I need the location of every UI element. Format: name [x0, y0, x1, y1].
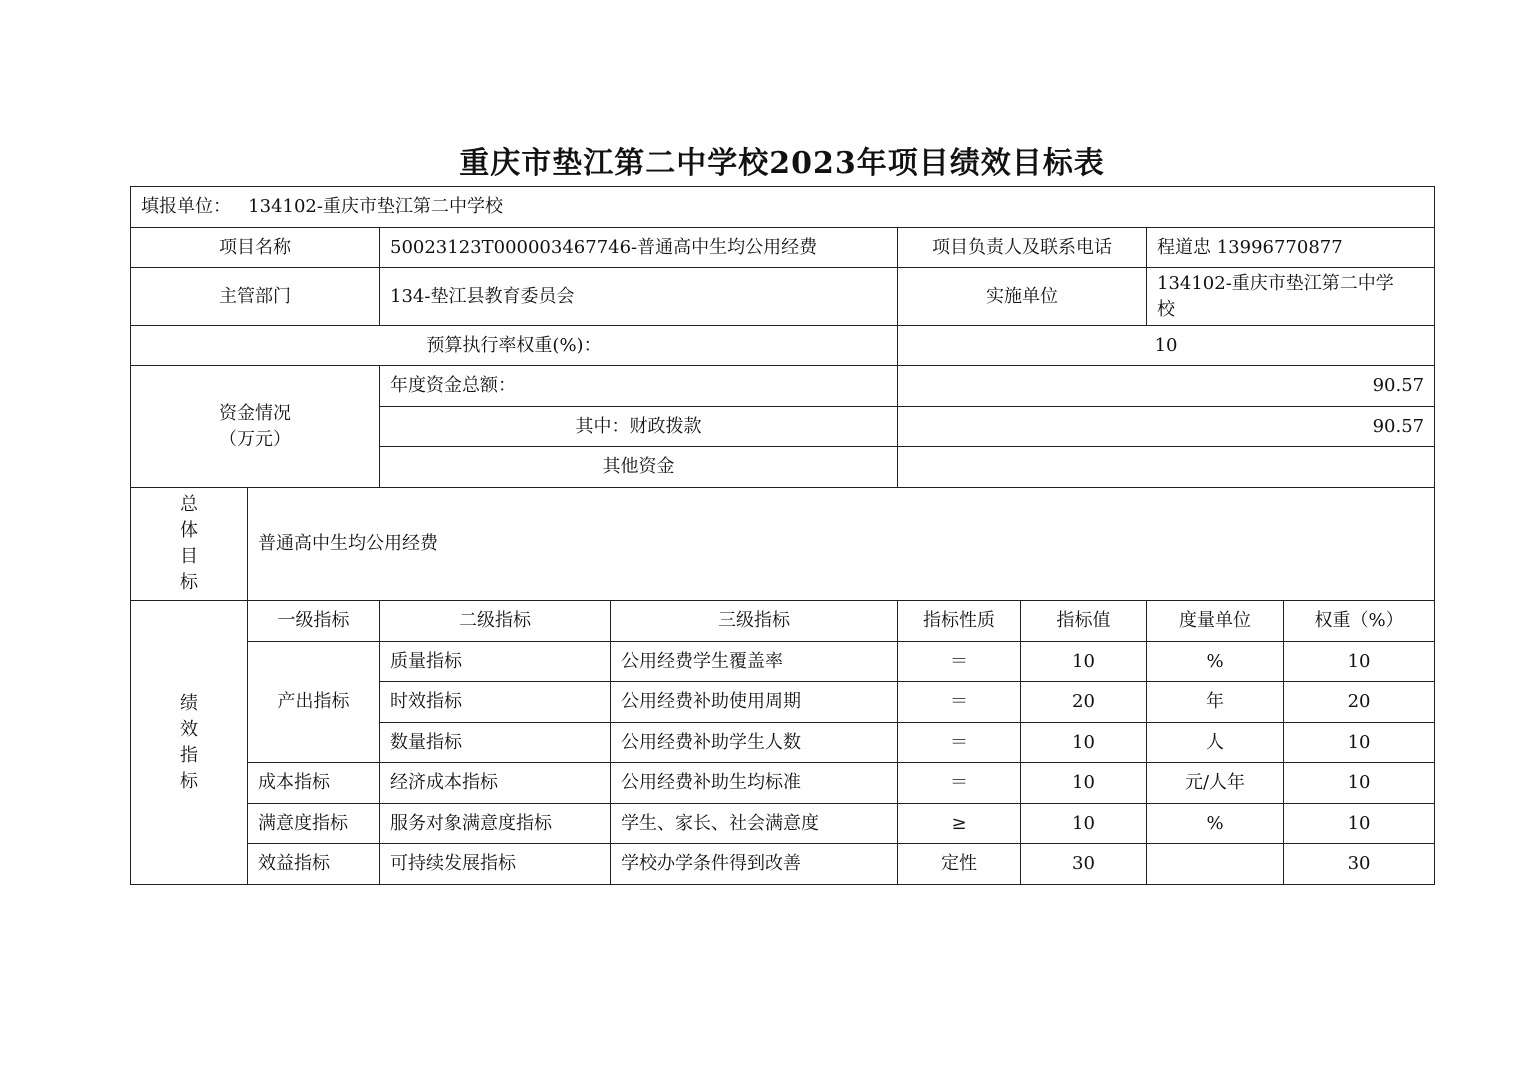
cell-nature: ＝ [898, 642, 1021, 682]
header-value: 指标值 [1021, 601, 1147, 642]
project-name-label: 项目名称 [131, 228, 380, 268]
cell-value: 10 [1021, 723, 1147, 763]
cell-level2: 经济成本指标 [380, 763, 611, 804]
cell-unit: % [1147, 642, 1284, 682]
funds-total-value: 90.57 [898, 366, 1435, 407]
cell-level1: 成本指标 [248, 763, 380, 804]
indicators-label-char: 标 [180, 770, 198, 792]
goal-label-char: 目 [180, 546, 198, 567]
cell-level3: 学生、家长、社会满意度 [611, 804, 898, 844]
indicators-label [131, 601, 248, 885]
goal-label-char: 总 [180, 494, 198, 515]
filler-row [131, 187, 1435, 228]
header-level2: 二级指标 [380, 601, 611, 642]
table-row [131, 642, 1435, 682]
cell-value: 10 [1021, 642, 1147, 682]
header-level1: 一级指标 [248, 601, 380, 642]
cell-weight: 10 [1284, 723, 1435, 763]
cell-level3: 学校办学条件得到改善 [611, 844, 898, 885]
cell-value: 30 [1021, 844, 1147, 885]
cell-value: 10 [1021, 804, 1147, 844]
goal-label-char: 体 [180, 520, 198, 541]
funds-other-label: 其他资金 [380, 447, 898, 488]
cell-level1: 效益指标 [248, 844, 380, 885]
performance-goal-table [130, 186, 1435, 885]
funds-fiscal-label: 其中：财政拨款 [380, 407, 898, 447]
filler-label: 填报单位： [141, 196, 231, 217]
project-name-value: 50023123T000003467746-普通高中生均公用经费 [380, 228, 898, 268]
indicators-label-char: 效 [180, 718, 198, 740]
impl-value-line1: 134102-重庆市垫江第二中学 [1157, 272, 1394, 294]
budget-row [131, 326, 1435, 366]
cell-level1: 满意度指标 [248, 804, 380, 844]
impl-value [1147, 268, 1435, 326]
funds-total-row [131, 366, 1435, 407]
funds-other-value [898, 447, 1435, 488]
cell-nature: ＝ [898, 682, 1021, 723]
cell-unit [1147, 844, 1284, 885]
cell-level2: 可持续发展指标 [380, 844, 611, 885]
goal-label-char: 标 [180, 572, 198, 593]
cell-level3: 公用经费学生覆盖率 [611, 642, 898, 682]
cell-level3: 公用经费补助使用周期 [611, 682, 898, 723]
filler-value: 134102-重庆市垫江第二中学校 [248, 196, 503, 217]
dept-value: 134-垫江县教育委员会 [380, 268, 898, 326]
cell-nature: ＝ [898, 763, 1021, 804]
funds-label-line1: 资金情况 [219, 402, 291, 424]
cell-level2: 服务对象满意度指标 [380, 804, 611, 844]
cell-weight: 10 [1284, 804, 1435, 844]
funds-label [131, 366, 380, 488]
filler-cell [131, 187, 1435, 228]
header-nature: 指标性质 [898, 601, 1021, 642]
cell-nature: 定性 [898, 844, 1021, 885]
table-row [131, 763, 1435, 804]
project-row [131, 228, 1435, 268]
indicator-header-row [131, 601, 1435, 642]
header-weight: 权重（%） [1284, 601, 1435, 642]
cell-unit: % [1147, 804, 1284, 844]
cell-level2: 数量指标 [380, 723, 611, 763]
cell-weight: 10 [1284, 763, 1435, 804]
budget-label: 预算执行率权重(%)： [131, 326, 898, 366]
goal-value: 普通高中生均公用经费 [248, 488, 1435, 601]
cell-weight: 10 [1284, 642, 1435, 682]
table-row [131, 804, 1435, 844]
cell-weight: 30 [1284, 844, 1435, 885]
cell-value: 10 [1021, 763, 1147, 804]
goal-row [131, 488, 1435, 601]
cell-unit: 元/人年 [1147, 763, 1284, 804]
goal-label [131, 488, 248, 601]
funds-fiscal-value: 90.57 [898, 407, 1435, 447]
indicators-label-char: 绩 [180, 692, 198, 714]
cell-nature: ＝ [898, 723, 1021, 763]
cell-nature: ≥ [898, 804, 1021, 844]
cell-unit: 人 [1147, 723, 1284, 763]
cell-level2: 时效指标 [380, 682, 611, 723]
output-indicator-label: 产出指标 [248, 642, 380, 763]
cell-level3: 公用经费补助学生人数 [611, 723, 898, 763]
header-unit: 度量单位 [1147, 601, 1284, 642]
header-level3: 三级指标 [611, 601, 898, 642]
page-title: 重庆市垫江第二中学校2023年项目绩效目标表 [459, 146, 1105, 181]
dept-row [131, 268, 1435, 326]
impl-value-line2: 校 [1157, 298, 1175, 320]
impl-label: 实施单位 [898, 268, 1147, 326]
cell-value: 20 [1021, 682, 1147, 723]
table-row [131, 844, 1435, 885]
cell-level3: 公用经费补助生均标准 [611, 763, 898, 804]
funds-label-line2: （万元） [219, 428, 291, 450]
dept-label: 主管部门 [131, 268, 380, 326]
cell-unit: 年 [1147, 682, 1284, 723]
project-contact-label: 项目负责人及联系电话 [898, 228, 1147, 268]
budget-value: 10 [898, 326, 1435, 366]
cell-level2: 质量指标 [380, 642, 611, 682]
indicators-label-char: 指 [180, 744, 198, 766]
cell-weight: 20 [1284, 682, 1435, 723]
project-contact-value: 程道忠 13996770877 [1147, 228, 1435, 268]
funds-total-label: 年度资金总额： [380, 366, 898, 407]
